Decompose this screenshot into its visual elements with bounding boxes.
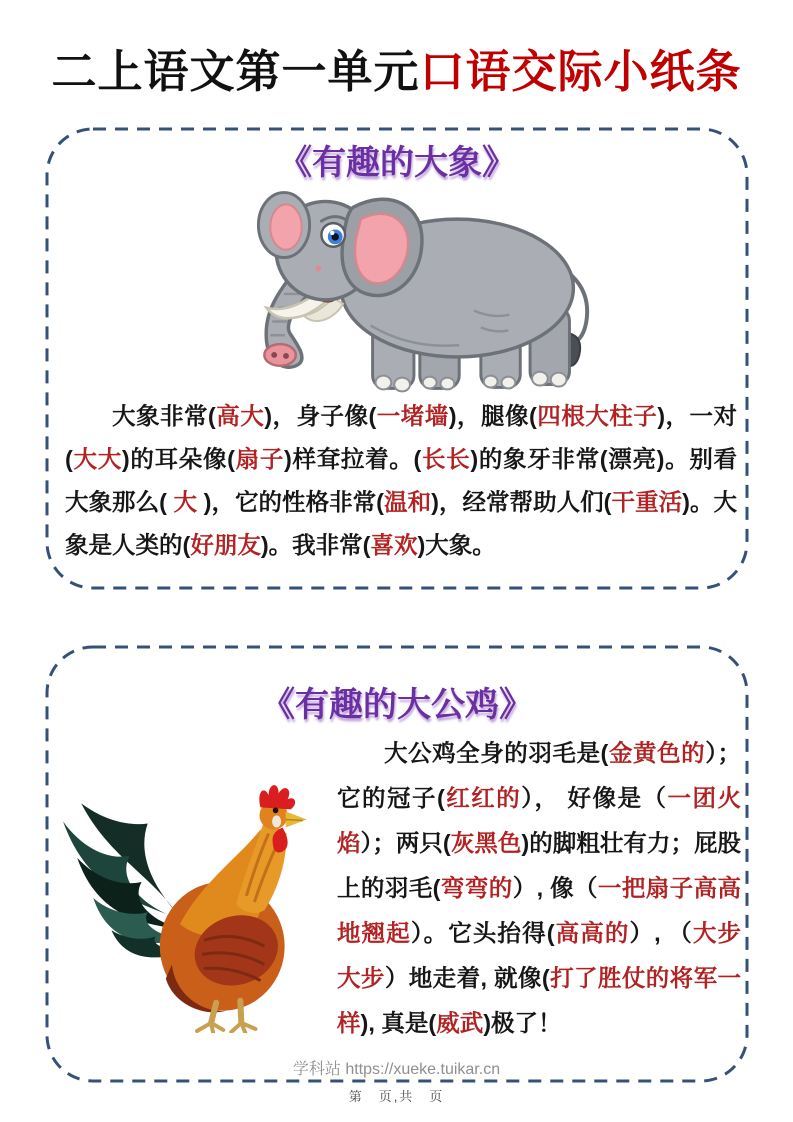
text-segment: ）地走着, 就像( [384,965,550,991]
text-segment: ）， 好像是（ [521,785,668,811]
page-title-black: 二上语文第一单元 [51,46,420,97]
text-segment: 高大 [215,403,265,429]
elephant-card [45,127,749,590]
text-segment: 扇子 [234,446,285,472]
elephant-card-title: 《有趣的大象》 [278,144,516,182]
text-segment: 大步大步 [337,920,741,991]
footer-page-number: 第 页,共 页 [348,1089,445,1104]
text-segment: )，一对( [65,403,738,472]
text-segment: 红红的 [444,785,522,811]
text-segment: 弯弯的 [440,875,513,901]
page-title [0,42,793,102]
text-segment: 威武 [436,1010,484,1036]
text-segment: )样耷拉着。( [284,446,422,472]
text-segment: )。大象是人类的( [65,489,738,558]
text-segment: )的脚粗壮有力；屁股上的羽毛( [337,830,742,901]
text-segment: 金黄色的 [608,740,706,766]
page-title-red: 口语交际小纸条 [419,46,742,97]
text-segment: )。我非常( [260,532,371,558]
text-segment: )大象。 [417,532,496,558]
text-segment: 大大 [72,446,122,472]
text-segment: )，经常帮助人们( [431,489,612,515]
text-segment: 打了胜仗的将军一样 [337,965,742,1036]
text-segment: 长长 [421,446,471,472]
elephant-paragraph [65,395,737,567]
elephant-image [223,177,597,405]
text-segment: 灰黑色 [450,830,522,856]
text-segment: 一团火焰 [337,785,742,856]
text-segment: 大象非常( [112,403,216,429]
text-segment: 喜欢 [370,532,418,558]
text-segment: ）, 像（ [512,875,598,901]
text-segment: 温和 [384,489,432,515]
rooster-illustration [53,763,335,1033]
elephant-illustration [223,177,597,405]
text-segment: 大 [166,489,204,515]
text-segment: )的耳朵像( [121,446,235,472]
text-segment: ）, （ [629,920,693,946]
text-segment: 大公鸡全身的羽毛是( [384,740,609,766]
text-segment: ), 真是( [360,1010,437,1036]
rooster-image [53,763,335,1033]
text-segment: 好朋友 [190,532,261,558]
text-segment: 一堵墙 [376,403,449,429]
text-segment: 一把扇子高高地翘起 [337,875,742,946]
text-segment: )的象牙非常(漂亮)。别看大象那么( [65,446,738,515]
rooster-card-title: 《有趣的大公鸡》 [261,686,533,724]
rooster-card [45,645,749,1083]
text-segment: 高高的 [554,920,630,946]
text-segment: )极了！ [483,1010,562,1036]
text-segment: ）；它的冠子( [337,740,742,811]
text-segment: 四根大柱子 [536,403,658,429]
footer-site-link[interactable]: 学科站 https://xueke.tuikar.cn [292,1061,501,1078]
text-segment: 干重活 [611,489,683,515]
text-segment: )，身子像( [264,403,377,429]
text-segment: ）。它头抬得( [410,920,555,946]
text-segment: ）；两只( [360,830,451,856]
rooster-paragraph [337,731,741,1046]
text-segment: )，它的性格非常( [203,489,385,515]
text-segment: )，腿像( [448,403,537,429]
